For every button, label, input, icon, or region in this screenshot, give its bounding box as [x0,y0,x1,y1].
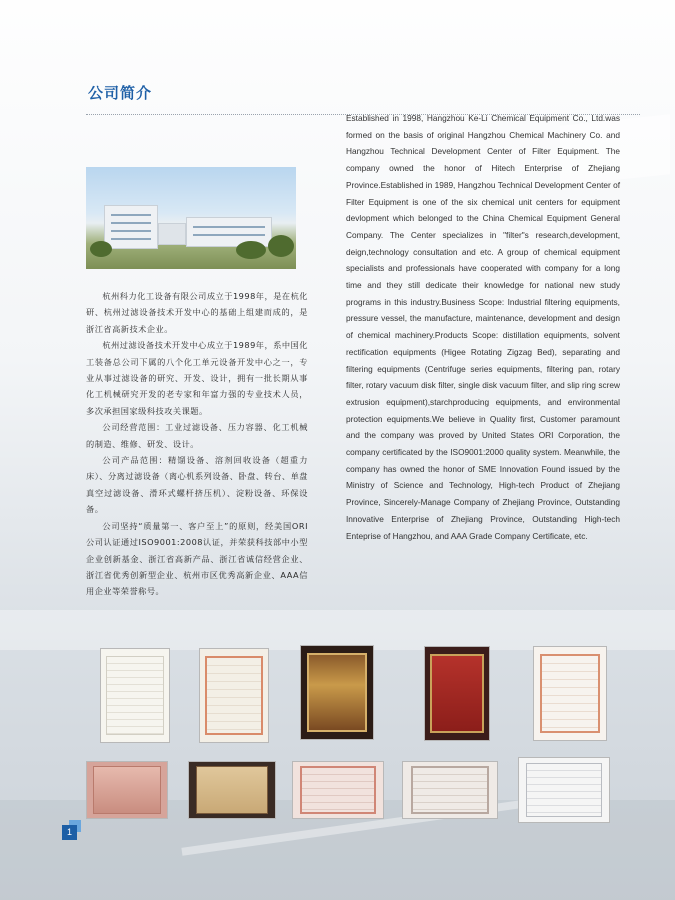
cn-paragraph: 公司坚持“质量第一、客户至上”的原则，经美国ORI公司认证通过ISO9001:2008认证，并荣获科技部中小型企业创新基金、浙江省高新产品、浙江省诚信经营企业、浙江省优秀创新型企业、杭州市区优秀高新企业、AAA信用企业等荣誉称号。 [86,520,308,597]
award-plaque-red [424,646,490,741]
certificate-red [86,761,168,819]
english-introduction: Established in 1998, Hangzhou Ke-Li Chemical Equipment Co., Ltd.was formed on the basis of original Hangzhou Chemical Machinery Co. and Hangzhou Technical Development Center of Filter Equipment. The company owned the honor of Hitech Enterprise of Zhejiang Province.Established in 1989, Hangzhou Technical Development Center of Filter Equipment is one of the six chemical unit centers for equipment devlopment which belonged to the China Chemical Equipment General Company. The Center specializes in "filter"s research,development, deign,technology consultation and etc. A group of chemical equipment specialists and professionals have cooperated with company for a long time and they still dedicate their knowledge for national new study programs in this industry.Business Scope: Industrial filtering equipments, pressure vessel, the manufacture, maintenance, development and design of chemical machinery.Products Scope: distillation equipments, solvent rectification equipments (Higee Rotating Zigzag Bed), separating and filtering equipments (Centrifuge series equipments, filtering pan, rotary filter, rotary vacuum disk filter, single disk vacuum filter, and slip ring screw extrusion equipment),starchproducing equipments, and environmental protection equipments.We believe in Quality first, Customer paramount and the company was proved by United States ORI Corporation, the company certificated by the ISO9001:2000 quality system. Meanwhile, the company has owned the honor of SME Innovation Found issued by the Ministry of Science and Technology, High-tech Product of Zhejiang Province, Sincerely-Manage Company of Zhejiang Province, Outstanding Innovative Enterprise of Zhejiang Province, Outstanding High-tech Enteprise of Hangzhou, and AAA Grade Company Certificate, etc. [346,113,620,541]
certificate-honor [533,646,607,741]
certificate-enterprise [518,757,610,823]
award-plaque-advanced [188,761,276,819]
page-number: 1 [62,825,77,840]
company-building-photo [86,167,296,269]
certificate-hightech-product [402,761,498,819]
building-link [158,223,186,245]
cn-paragraph: 杭州科力化工设备有限公司成立于1998年，是在杭化研、杭州过滤设备技术开发中心的基础上组建而成的，是浙江省高新技术企业。 [86,291,308,334]
page-title: 公司简介 [88,84,153,102]
certificate-innovation [292,761,384,819]
cn-paragraph: 公司产品范围：精馏设备、溶剂回收设备（超重力床）、分离过滤设备（离心机系列设备、卧盘、转台、单盘真空过滤设备、滑环式螺杆挤压机）、淀粉设备、环保设备。 [86,455,308,515]
award-plaque-gold [300,645,374,740]
certificate-iso [100,648,170,743]
certificate-credit [199,648,269,743]
cn-paragraph: 公司经营范围：工业过滤设备、压力容器、化工机械的制造、维修、研发、设计。 [86,422,308,449]
cn-paragraph: 杭州过滤设备技术开发中心成立于1989年，系中国化工装备总公司下属的八个化工单元设备开发中心之一，专业从事过滤设备的研究、开发、设计，拥有一批长期从事化工机械研究开发的老专家和年富力强的专业技术人员，多次承担国家级科技攻关课题。 [86,340,308,416]
building-main [104,205,158,249]
background-band [0,610,675,650]
chinese-introduction [86,288,308,600]
